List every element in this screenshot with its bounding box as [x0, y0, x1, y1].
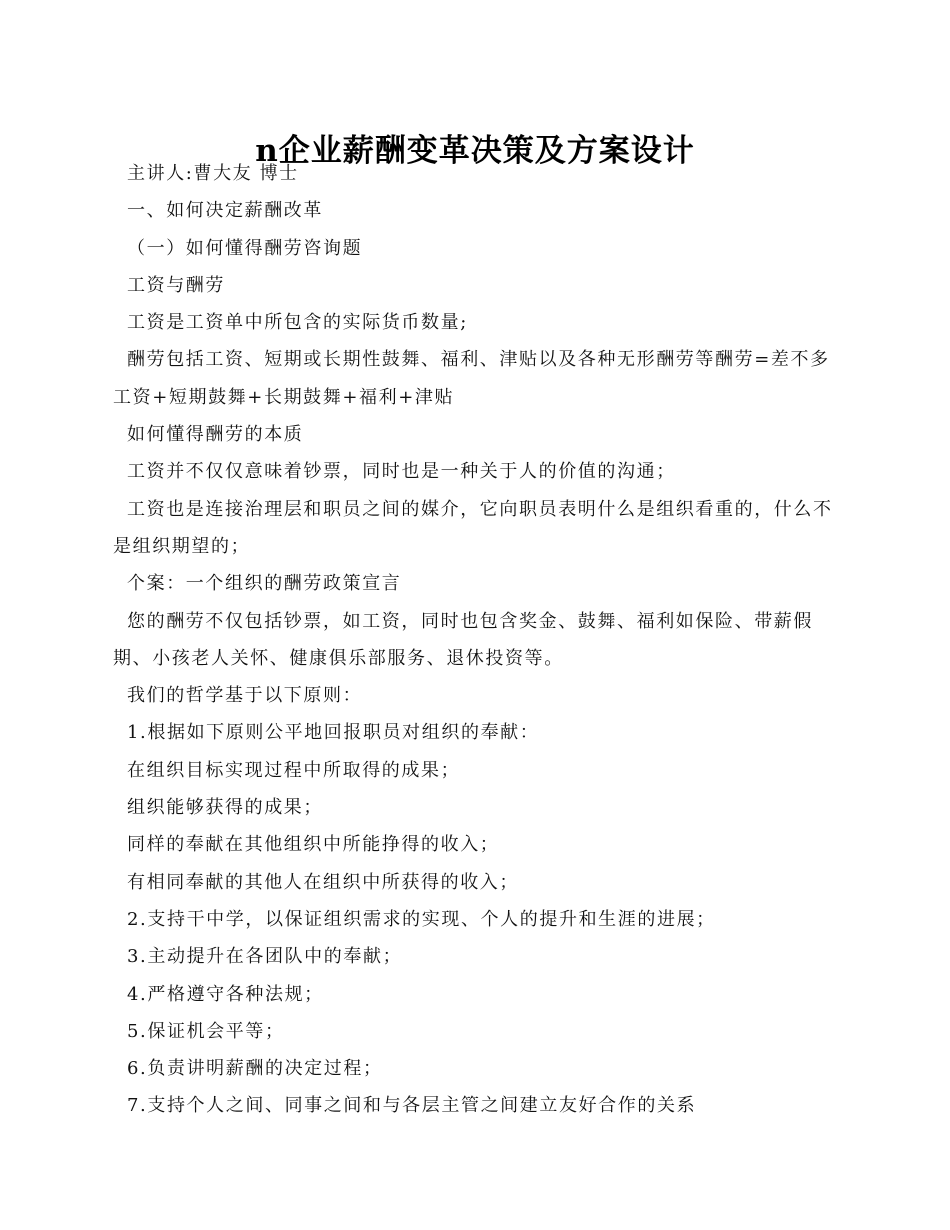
paragraph: 如何懂得酬劳的本质: [127, 424, 304, 446]
list-item: 5.保证机会平等；: [127, 1020, 285, 1042]
paragraph: 您的酬劳不仅包括钞票，如工资，同时也包含奖金、鼓舞、福利如保险、带薪假期、小孩老人关怀、健康俱乐部服务、退休投资等。: [113, 610, 813, 669]
list-item: 有相同奉献的其他人在组织中所获得的收入；: [127, 871, 519, 893]
paragraph-section-heading: 一、如何决定薪酬改革: [127, 200, 323, 222]
paragraph: 工资是工资单中所包含的实际货币数量;: [127, 312, 468, 334]
list-item: 4.严格遵守各种法规；: [127, 983, 324, 1005]
paragraph: 工资也是连接治理层和职员之间的媒介，它向职员表明什么是组织看重的，什么不是组织期望的；: [113, 498, 833, 557]
list-item: 1.根据如下原则公平地回报职员对组织的奉献：: [127, 722, 540, 744]
list-item: 7.支持个人之间、同事之间和与各层主管之间建立友好合作的关系: [127, 1095, 697, 1117]
paragraph: 工资并不仅仅意味着钞票，同时也是一种关于人的价值的沟通；: [127, 461, 676, 483]
list-item: 6.负责讲明薪酬的决定过程；: [127, 1058, 383, 1080]
list-item: 2.支持干中学，以保证组织需求的实现、个人的提升和生涯的进展；: [127, 908, 716, 930]
paragraph-presenter: 主讲人:曹大友 博士: [127, 163, 299, 184]
paragraph: 酬劳包括工资、短期或长期性鼓舞、福利、津贴以及各种无形酬劳等酬劳=差不多工资+短期鼓舞+长期鼓舞+福利+津贴: [113, 349, 830, 408]
paragraph: 个案：一个组织的酬劳政策宣言: [127, 573, 402, 595]
document-title: n企业薪酬变革决策及方案设计: [255, 132, 695, 169]
list-item: 3.主动提升在各团队中的奉献；: [127, 946, 403, 968]
paragraph: 我们的哲学基于以下原则：: [127, 685, 363, 707]
document-body: [113, 155, 835, 1125]
list-item: 同样的奉献在其他组织中所能挣得的收入；: [127, 834, 500, 856]
paragraph: 工资与酬劳: [127, 274, 225, 296]
list-item: 在组织目标实现过程中所取得的成果；: [127, 759, 461, 781]
paragraph-subsection-heading: （一）如何懂得酬劳咨询题: [127, 237, 363, 259]
list-item: 组织能够获得的成果；: [127, 797, 323, 819]
